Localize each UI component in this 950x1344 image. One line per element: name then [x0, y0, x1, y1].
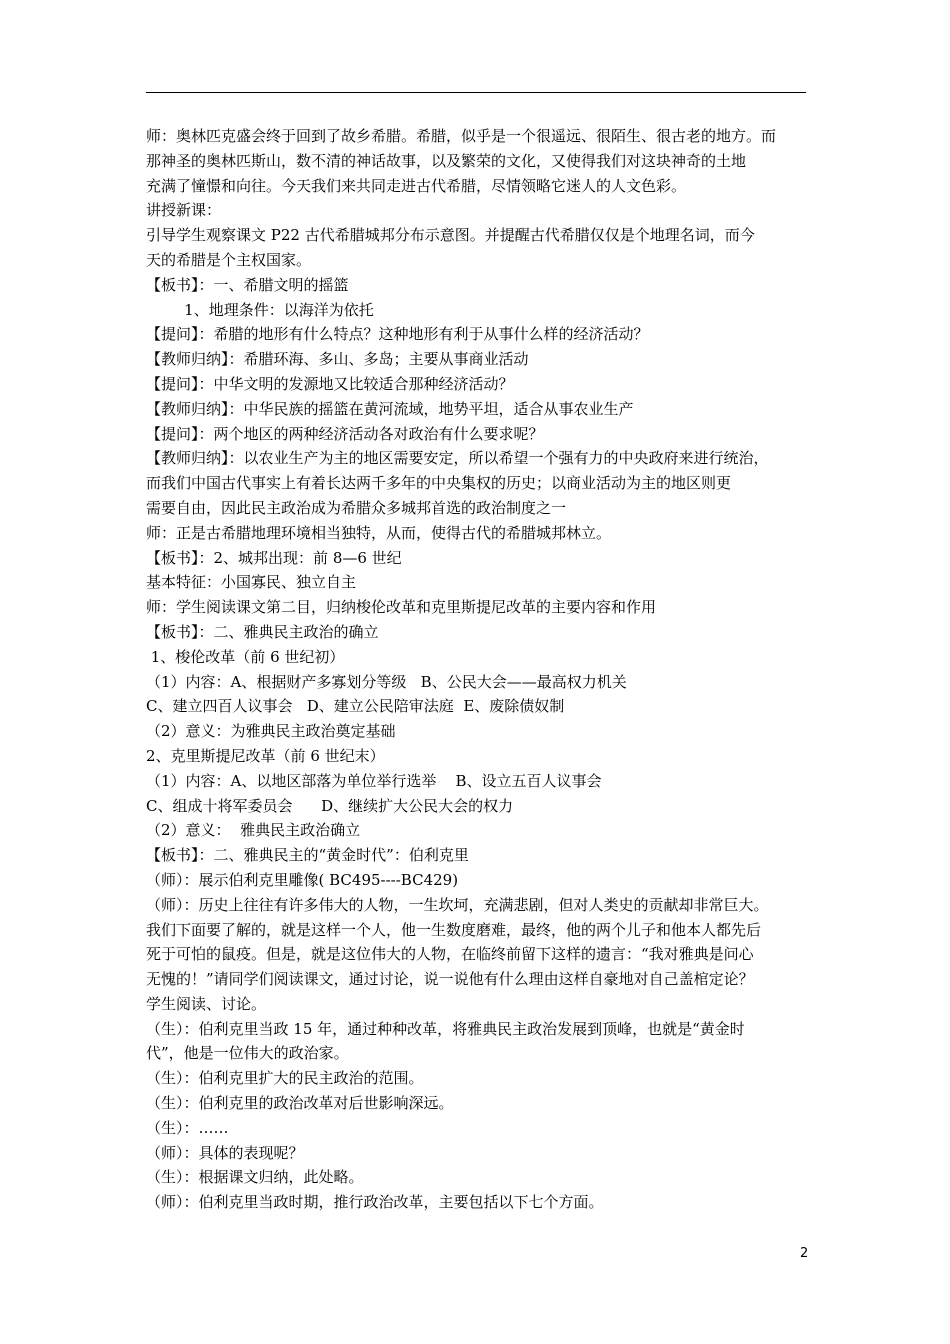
text-line: 引导学生观察课文 P22 古代希腊城邦分布示意图。并提醒古代希腊仅仅是个地理名词，而今 — [146, 226, 755, 245]
text-line: 【提问】：中华文明的发源地又比较适合那种经济活动？ — [146, 374, 514, 393]
text-line: 【提问】：希腊的地形有什么特点？这种地形有利于从事什么样的经济活动？ — [146, 325, 649, 344]
text-line: （生）：伯利克里当政 15 年，通过种种改革，将雅典民主政治发展到顶峰，也就是“黄金时 — [146, 1019, 745, 1038]
text-line: （2）意义：为雅典民主政治奠定基础 — [146, 722, 396, 741]
text-line: 【板书】：二、雅典民主的“黄金时代”：伯利克里 — [146, 846, 469, 865]
text-line: （2）意义： 雅典民主政治确立 — [146, 821, 361, 840]
text-line: 【板书】：2、城邦出现：前 8—6 世纪 — [146, 548, 402, 567]
text-line: 那神圣的奥林匹斯山，数不清的神话故事，以及繁荣的文化，又使得我们对这块神奇的土地 — [146, 151, 747, 170]
text-line: 【板书】：一、希腊文明的摇篮 — [146, 275, 349, 294]
text-line: 学生阅读、讨论。 — [146, 994, 267, 1013]
text-line: （师）：历史上往往有许多伟大的人物，一生坎坷，充满悲剧，但对人类史的贡献却非常巨大。 — [146, 895, 769, 914]
text-line: 师：奥林匹克盛会终于回到了故乡希腊。希腊，似乎是一个很遥远、很陌生、很古老的地方。而 — [146, 127, 777, 145]
text-line: 天的希腊是个主权国家。 — [146, 250, 312, 269]
text-line: 【教师归纳】：希腊环海、多山、多岛；主要从事商业活动 — [146, 350, 529, 369]
text-line: 需要自由，因此民主政治成为希腊众多城邦首选的政治制度之一 — [146, 498, 567, 517]
header-rule — [146, 92, 806, 93]
text-line: （生）：伯利克里扩大的民主政治的范围。 — [146, 1069, 424, 1088]
text-line: （1）内容：A、根据财产多寡划分等级 B、公民大会——最高权力机关 — [146, 672, 627, 691]
text-line: 【教师归纳】：中华民族的摇篮在黄河流域，地势平坦，适合从事农业生产 — [146, 399, 634, 418]
text-line: 我们下面要了解的，就是这样一个人，他一生数度磨难，最终，他的两个儿子和他本人都先后 — [146, 920, 762, 939]
text-line: 代”，他是一位伟大的政治家。 — [146, 1044, 349, 1063]
page-number: 2 — [800, 1246, 809, 1261]
text-line: （师）：伯利克里当政时期，推行政治改革，主要包括以下七个方面。 — [146, 1193, 604, 1212]
text-line: 【教师归纳】：以农业生产为主的地区需要安定，所以希望一个强有力的中央政府来进行统治， — [146, 449, 769, 468]
text-line: 而我们中国古代事实上有着长达两千多年的中央集权的历史；以商业活动为主的地区则更 — [146, 474, 732, 493]
text-line: 基本特征：小国寡民、独立自主 — [146, 573, 357, 592]
text-line: 讲授新课： — [146, 201, 222, 220]
text-line: 1、梭伦改革（前 6 世纪初） — [146, 647, 345, 666]
text-line: 无愧的！”请同学们阅读课文，通过讨论，说一说他有什么理由这样自豪地对自己盖棺定论？ — [146, 970, 754, 989]
text-line: 【提问】：两个地区的两种经济活动各对政治有什么要求呢？ — [146, 424, 544, 443]
text-line: （生）：伯利克里的政治改革对后世影响深远。 — [146, 1094, 454, 1113]
text-line: 2、克里斯提尼改革（前 6 世纪末） — [146, 746, 385, 765]
text-line: （师）：展示伯利克里雕像( BC495----BC429) — [146, 870, 459, 889]
text-line: 师：学生阅读课文第二目，归纳梭伦改革和克里斯提尼改革的主要内容和作用 — [146, 598, 657, 617]
text-line: 师：正是古希腊地理环境相当独特，从而，使得古代的希腊城邦林立。 — [146, 523, 612, 542]
text-line: （生）：根据课文归纳，此处略。 — [146, 1168, 364, 1187]
text-line: （师）：具体的表现呢？ — [146, 1143, 304, 1162]
text-line: 死于可怕的鼠疫。但是，就是这位伟大的人物，在临终前留下这样的遗言：“我对雅典是问心 — [146, 945, 754, 964]
document-body — [146, 124, 818, 1215]
text-line: C、建立四百人议事会 D、建立公民陪审法庭 E、废除债奴制 — [146, 697, 565, 716]
text-line: 1、地理条件：以海洋为依托 — [146, 300, 374, 319]
text-line: （1）内容：A、以地区部落为单位举行选举 B、设立五百人议事会 — [146, 771, 602, 790]
text-line: 【板书】：二、雅典民主政治的确立 — [146, 622, 379, 641]
text-line: 充满了憧憬和向往。今天我们来共同走进古代希腊，尽情领略它迷人的人文色彩。 — [146, 176, 687, 195]
text-line: C、组成十将军委员会 D、继续扩大公民大会的权力 — [146, 796, 514, 815]
text-line: （生）：…… — [146, 1118, 229, 1137]
